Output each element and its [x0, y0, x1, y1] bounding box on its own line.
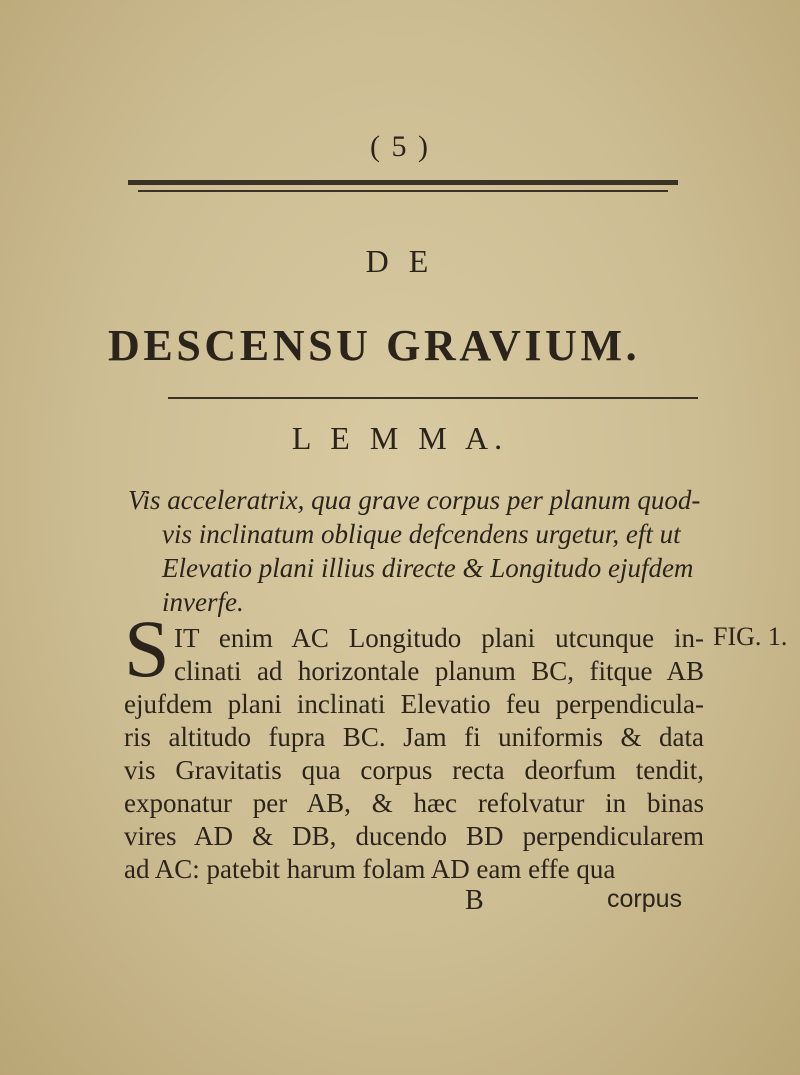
- proposition-line: inverfe.: [162, 587, 244, 617]
- body-line: exponatur per AB, & hæc refolvatur in binas: [124, 788, 704, 818]
- header-rule-thin: [138, 190, 668, 192]
- page-number: ( 5 ): [370, 130, 430, 163]
- proposition: [128, 483, 701, 619]
- proposition-line: Vis acceleratrix, qua grave corpus per planum quod-: [128, 485, 701, 515]
- proposition-line: Elevatio plani illius directe & Longitudo ejufdem: [162, 553, 694, 583]
- figure-margin-note: FIG. 1.: [713, 622, 788, 651]
- body-line: clinati ad horizontale planum BC, fitque AB: [174, 656, 704, 686]
- body-line: vis Gravitatis qua corpus recta deorfum tendit,: [124, 755, 704, 785]
- header-rule-thick: [128, 180, 678, 185]
- proposition-line: vis inclinatum oblique defcendens urgetur, eft ut: [162, 519, 681, 549]
- body-line: IT enim AC Longitudo plani utcunque in-: [174, 623, 704, 653]
- main-title: DESCENSU GRAVIUM.: [108, 321, 641, 370]
- lemma-title: L E M M A.: [291, 420, 509, 456]
- body-line: ad AC: patebit harum folam AD eam effe qua: [124, 854, 616, 884]
- heading-de: D E: [365, 243, 435, 279]
- body-line: ejufdem plani inclinati Elevatio feu perpendicula-: [124, 689, 704, 719]
- body-line: vires AD & DB, ducendo BD perpendicularem: [124, 821, 704, 851]
- catchword: corpus: [607, 885, 683, 913]
- signature-mark: B: [465, 885, 484, 916]
- drop-cap: S: [124, 603, 170, 694]
- section-rule: [168, 397, 698, 399]
- body-text: [124, 622, 704, 886]
- body-line: ris altitudo fupra BC. Jam fi uniformis & data: [124, 722, 704, 752]
